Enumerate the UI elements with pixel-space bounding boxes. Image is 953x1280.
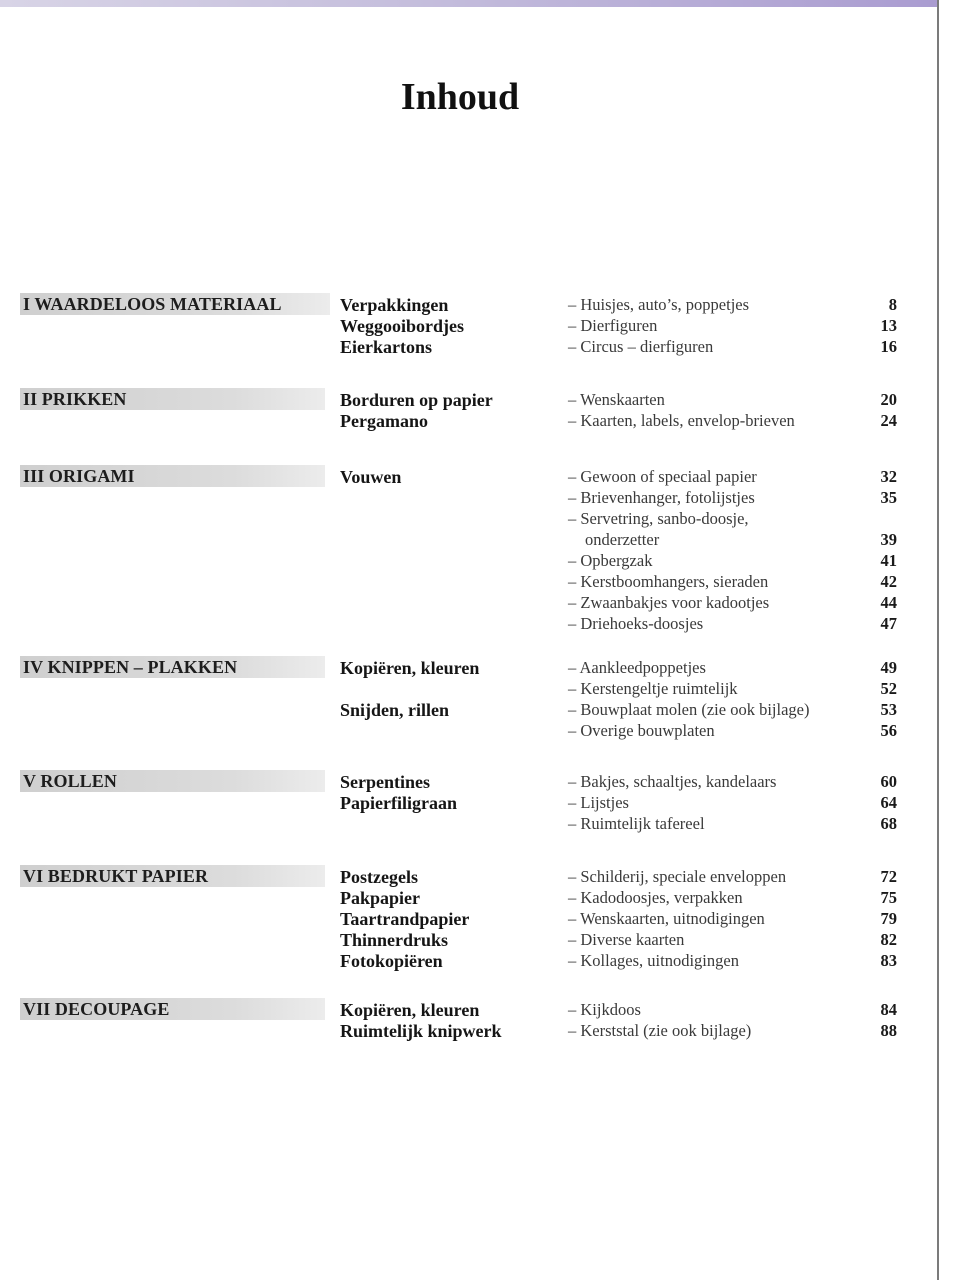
- entry-page-number: 60: [880, 772, 897, 791]
- toc-entry: [20, 867, 900, 888]
- entry-topic: Kopiëren, kleuren: [340, 1000, 480, 1020]
- entry-topic: Pakpapier: [340, 888, 421, 908]
- entry-description: – Circus – dierfiguren: [568, 337, 714, 356]
- entry-page-number: 52: [880, 679, 897, 698]
- section-label: VI BEDRUKT PAPIER: [23, 866, 209, 886]
- toc-entry: [20, 814, 900, 835]
- entry-page-number: 72: [880, 867, 897, 886]
- entry-page-number: 32: [880, 467, 897, 486]
- entry-description: – Zwaanbakjes voor kadootjes: [568, 593, 770, 612]
- entry-page-number: 53: [880, 700, 897, 719]
- toc-entry: [20, 488, 900, 509]
- section-label: III ORIGAMI: [23, 466, 135, 486]
- toc-entry: [20, 614, 900, 635]
- page-title: Inhoud: [400, 76, 520, 118]
- entry-page-number: 79: [880, 909, 897, 928]
- entry-description: – Gewoon of speciaal papier: [568, 467, 757, 486]
- entry-description: – Ruimtelijk tafereel: [568, 814, 705, 833]
- section-label: VII DECOUPAGE: [23, 999, 170, 1019]
- entry-topic: Borduren op papier: [340, 390, 493, 410]
- entry-page-number: 49: [880, 658, 897, 677]
- entry-description: – Overige bouwplaten: [568, 721, 715, 740]
- entry-description: – Schilderij, speciale enveloppen: [568, 867, 787, 886]
- toc-entry: [20, 930, 900, 951]
- entry-description: – Kijkdoos: [568, 1000, 641, 1019]
- entry-page-number: 16: [880, 337, 897, 356]
- toc-entry: [20, 316, 900, 337]
- entry-description: – Kerstengeltje ruimtelijk: [568, 679, 738, 698]
- entry-description: – Lijstjes: [568, 793, 629, 812]
- toc-entry: [20, 909, 900, 930]
- entry-description: – Bouwplaat molen (zie ook bijlage): [568, 700, 810, 719]
- toc-entry: [20, 411, 900, 432]
- entry-description: – Dierfiguren: [568, 316, 658, 335]
- entry-page-number: 47: [880, 614, 897, 633]
- toc-entry: [20, 793, 900, 814]
- toc-entry: [20, 658, 900, 679]
- entry-description: – Huisjes, auto’s, poppetjes: [568, 295, 750, 314]
- entry-topic: Pergamano: [340, 411, 428, 431]
- entry-description: – Servetring, sanbo-doosje,: [568, 509, 749, 528]
- entry-topic: Papierfiligraan: [340, 793, 457, 813]
- toc-entry: [20, 337, 900, 358]
- entry-topic: Postzegels: [340, 867, 418, 887]
- entry-description: – Driehoeks-doosjes: [568, 614, 704, 633]
- entry-description: onderzetter: [585, 530, 660, 549]
- entry-topic: Verpakkingen: [340, 295, 449, 315]
- entry-topic: Snijden, rillen: [340, 700, 450, 720]
- page-top-strip: [0, 0, 953, 7]
- entry-description: – Wenskaarten: [568, 390, 665, 409]
- entry-page-number: 68: [880, 814, 897, 833]
- entry-description: – Opbergzak: [568, 551, 653, 570]
- entry-description: – Bakjes, schaaltjes, kandelaars: [568, 772, 777, 791]
- entry-page-number: 84: [880, 1000, 897, 1019]
- entry-description: – Kadodoosjes, verpakken: [568, 888, 743, 907]
- entry-page-number: 8: [888, 295, 897, 314]
- entry-page-number: 75: [880, 888, 897, 907]
- entry-page-number: 35: [880, 488, 897, 507]
- toc-entry: [20, 951, 900, 972]
- entry-topic: Thinnerdruks: [340, 930, 449, 950]
- entry-description: – Kollages, uitnodigingen: [568, 951, 739, 970]
- toc-entry: [20, 593, 900, 614]
- toc-entry: [20, 390, 900, 411]
- entry-topic: Taartrandpapier: [340, 909, 470, 929]
- entry-topic: Vouwen: [340, 467, 402, 487]
- entry-page-number: 24: [880, 411, 897, 430]
- entry-description: – Kerstboomhangers, sieraden: [568, 572, 769, 591]
- toc-entry: [20, 509, 900, 530]
- toc-entry: [20, 721, 900, 742]
- entry-page-number: 13: [880, 316, 897, 335]
- toc-entry: [20, 888, 900, 909]
- toc-entry: [20, 700, 900, 721]
- entry-topic: Serpentines: [340, 772, 430, 792]
- entry-topic: Fotokopiëren: [340, 951, 443, 971]
- entry-page-number: 44: [880, 593, 897, 612]
- entry-topic: Kopiëren, kleuren: [340, 658, 480, 678]
- toc-entry: [20, 295, 900, 316]
- page-edge: [937, 0, 953, 1280]
- toc-entry: [20, 772, 900, 793]
- entry-page-number: 42: [880, 572, 897, 591]
- entry-page-number: 82: [880, 930, 897, 949]
- entry-page-number: 41: [880, 551, 897, 570]
- toc-entry: [20, 551, 900, 572]
- section-label: IV KNIPPEN – PLAKKEN: [23, 657, 238, 677]
- entry-topic: Eierkartons: [340, 337, 432, 357]
- entry-description: – Diverse kaarten: [568, 930, 685, 949]
- toc-entry: [20, 679, 900, 700]
- entry-description: – Wenskaarten, uitnodigingen: [568, 909, 765, 928]
- entry-topic: Weggooibordjes: [340, 316, 464, 336]
- entry-page-number: 39: [880, 530, 897, 549]
- entry-page-number: 20: [880, 390, 897, 409]
- entry-page-number: 64: [880, 793, 897, 812]
- section-label: I WAARDELOOS MATERIAAL: [23, 294, 282, 314]
- entry-page-number: 83: [880, 951, 897, 970]
- toc-entry: [20, 1000, 900, 1021]
- entry-page-number: 56: [880, 721, 897, 740]
- entry-page-number: 88: [880, 1021, 897, 1040]
- entry-description: – Kaarten, labels, envelop-brieven: [568, 411, 795, 430]
- entry-description: – Kerststal (zie ook bijlage): [568, 1021, 752, 1040]
- toc-entry: [20, 530, 900, 551]
- section-label: II PRIKKEN: [23, 389, 127, 409]
- toc-entry: [20, 1021, 900, 1042]
- section-label: V ROLLEN: [23, 771, 117, 791]
- entry-description: – Brievenhanger, fotolijstjes: [568, 488, 755, 507]
- toc-entry: [20, 572, 900, 593]
- toc-entry: [20, 467, 900, 488]
- entry-description: – Aankleedpoppetjes: [568, 658, 706, 677]
- entry-topic: Ruimtelijk knipwerk: [340, 1021, 502, 1041]
